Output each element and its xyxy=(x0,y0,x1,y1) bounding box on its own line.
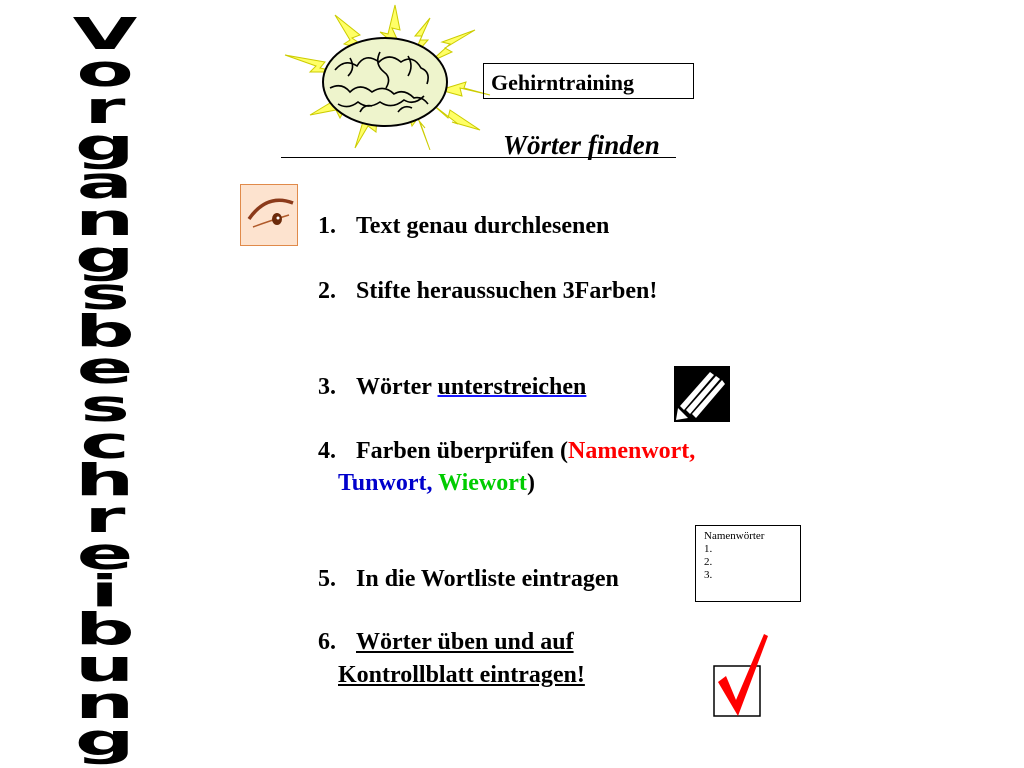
step-text: Kontrollblatt eintragen! xyxy=(338,662,585,688)
step-number: 1. xyxy=(318,213,336,239)
vertical-title-letter: s xyxy=(80,380,130,432)
word-list-item: 3. xyxy=(704,569,713,581)
step-text: Farben überprüfen ( xyxy=(356,438,568,464)
vertical-title-letter: i xyxy=(90,566,120,618)
vertical-title-letter: e xyxy=(76,529,134,581)
vertical-title-letter: c xyxy=(80,417,130,469)
vertical-title-letter: n xyxy=(75,677,135,729)
pencil-icon xyxy=(674,366,730,422)
page-title: Gehirntraining xyxy=(491,70,635,95)
step-number: 5. xyxy=(318,566,336,592)
step-number: 3. xyxy=(318,374,336,400)
step-3 xyxy=(318,371,586,403)
vertical-title-letter: e xyxy=(76,343,134,395)
title-box xyxy=(483,63,694,99)
vertical-title-letter: a xyxy=(76,157,134,209)
step-text: In die Wortliste eintragen xyxy=(356,566,619,592)
vertical-title-letter: n xyxy=(75,194,135,246)
vertical-title-letter: b xyxy=(75,603,135,655)
vertical-title-letter: g xyxy=(75,231,135,283)
noun-label: Namenwort, xyxy=(568,438,696,464)
word-list-item: 1. xyxy=(704,543,713,555)
adjective-label: Wiewort xyxy=(438,470,527,496)
vertical-title xyxy=(60,9,150,766)
checkmark-icon xyxy=(712,630,772,720)
step-1 xyxy=(318,210,609,242)
word-list-box xyxy=(695,525,801,602)
brain-icon xyxy=(280,0,495,150)
verb-label: Tunwort, xyxy=(338,470,433,496)
word-list-item: 2. xyxy=(704,556,713,568)
step-text: Stifte heraussuchen 3Farben! xyxy=(356,278,658,304)
step-4-continued xyxy=(338,467,535,499)
vertical-title-letter: s xyxy=(80,269,130,321)
step-text: Wörter üben und auf xyxy=(356,629,574,655)
step-5 xyxy=(318,563,619,595)
vertical-title-letter: V xyxy=(72,9,138,60)
vertical-title-letter: r xyxy=(84,492,126,544)
page-subtitle: Wörter finden xyxy=(503,130,660,160)
step-6-continued xyxy=(338,659,585,691)
vertical-title-letter: u xyxy=(75,640,135,692)
vertical-title-letter: r xyxy=(84,83,126,135)
vertical-title-letter: g xyxy=(75,120,135,172)
step-4 xyxy=(318,435,695,467)
step-number: 2. xyxy=(318,278,336,304)
vertical-title-letter: g xyxy=(75,714,135,766)
step-2 xyxy=(318,275,657,307)
step-number: 6. xyxy=(318,629,336,655)
eye-icon xyxy=(240,184,298,246)
vertical-title-letter: h xyxy=(75,454,135,506)
closing-paren: ) xyxy=(526,470,535,496)
vertical-title-letter: o xyxy=(76,46,134,98)
step-number: 4. xyxy=(318,438,336,464)
word-list-heading: Namenwörter xyxy=(704,530,765,542)
step-text: Wörter xyxy=(356,374,438,400)
step-6 xyxy=(318,626,574,658)
step-text: Text genau durchlesenen xyxy=(356,213,610,239)
step-underlined-word: unterstreichen xyxy=(437,374,587,400)
vertical-title-letter: b xyxy=(75,306,135,358)
